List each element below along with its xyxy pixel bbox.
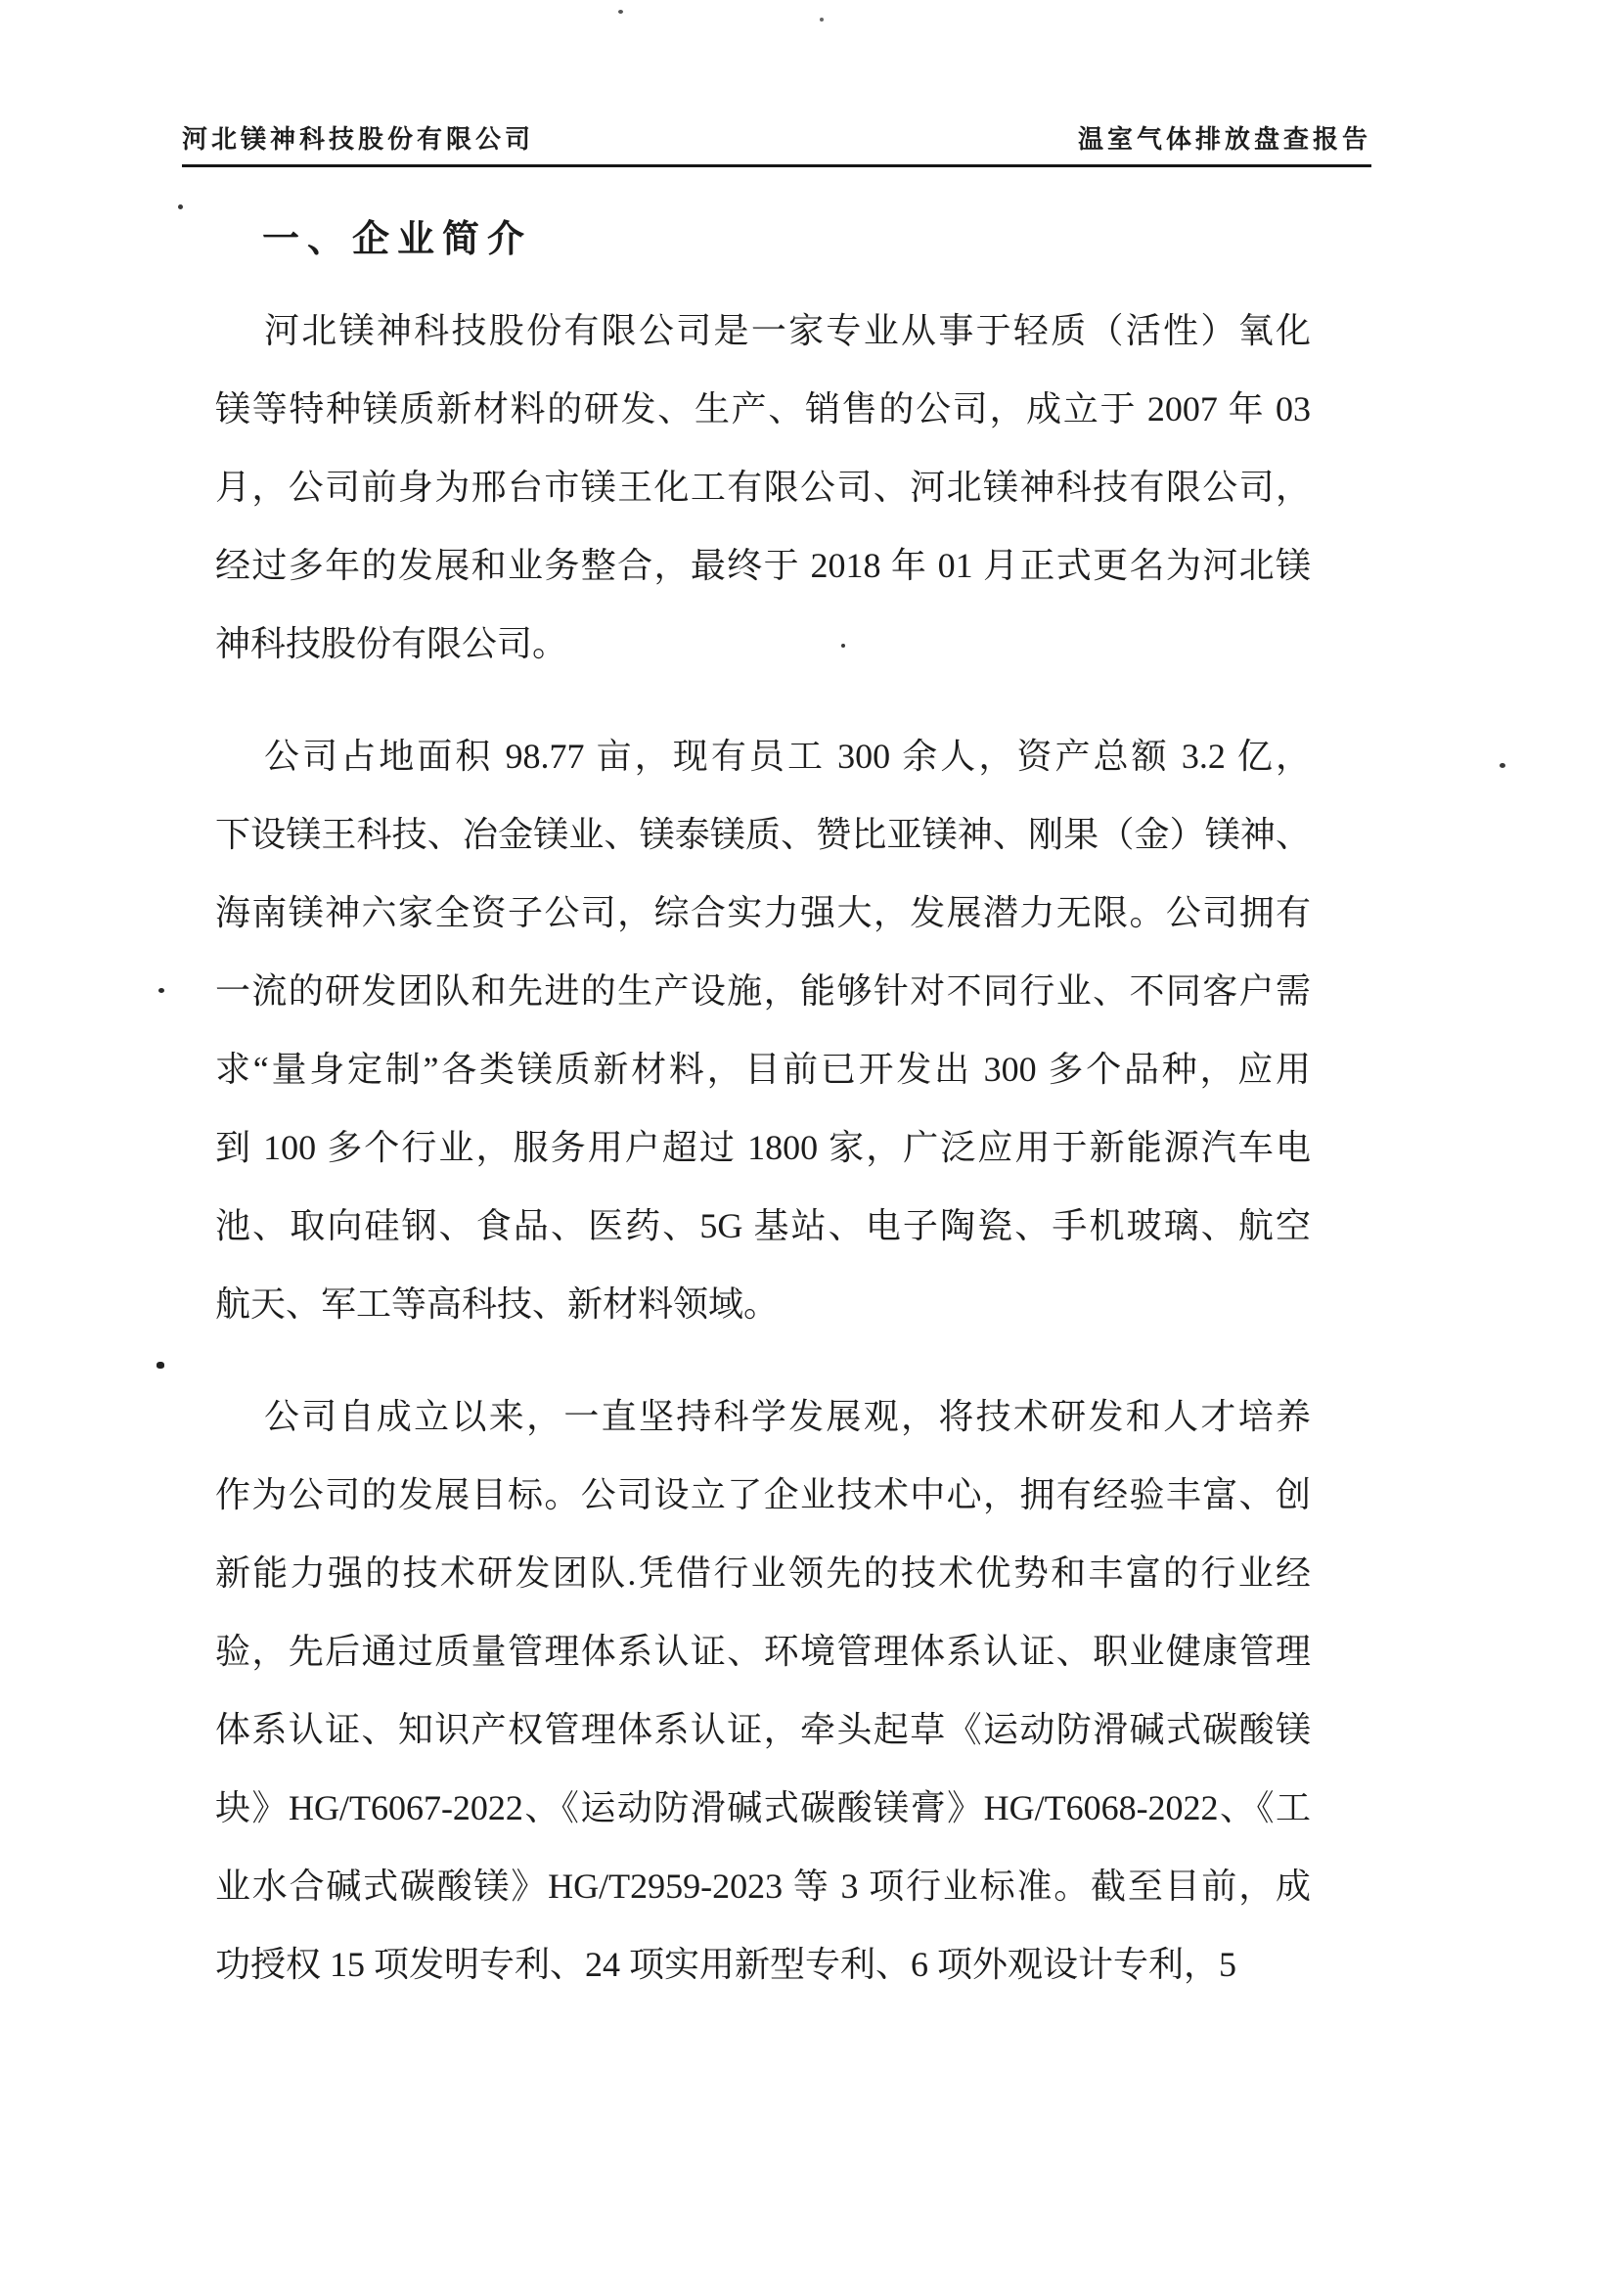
scan-artifact (820, 18, 824, 22)
header-company-name: 河北镁神科技股份有限公司 (182, 125, 535, 154)
text-line: 河北镁神科技股份有限公司是一家专业从事于轻质（活性）氧化 (264, 311, 1311, 350)
page-header (182, 119, 1371, 156)
text-line: 海南镁神六家全资子公司，综合实力强大，发展潜力无限。公司拥有 (215, 893, 1311, 932)
scan-artifact (157, 1362, 164, 1369)
text-line: 到 100 多个行业，服务用户超过 1800 家，广泛应用于新能源汽车电 (215, 1128, 1311, 1167)
text-line: 经过多年的发展和业务整合，最终于 2018 年 01 月正式更名为河北镁 (215, 546, 1311, 585)
text-line: 功授权 15 项发明专利、24 项实用新型专利、6 项外观设计专利，5 (215, 1945, 1237, 1984)
paragraph-company-rnd (215, 1377, 1311, 2003)
text-line: 业水合碱式碳酸镁》HG/T2959-2023 等 3 项行业标准。截至目前，成 (215, 1867, 1311, 1906)
scan-artifact (841, 644, 845, 648)
scan-artifact (618, 10, 623, 14)
text-line: 镁等特种镁质新材料的研发、生产、销售的公司，成立于 2007 年 03 (215, 389, 1311, 428)
scan-artifact (158, 988, 164, 993)
text-line: 公司自成立以来，一直坚持科学发展观，将技术研发和人才培养 (264, 1397, 1311, 1436)
text-line: 新能力强的技术研发团队.凭借行业领先的技术优势和丰富的行业经 (215, 1553, 1311, 1593)
header-divider (182, 164, 1371, 167)
scan-artifact (178, 204, 183, 209)
paragraph-company-intro (215, 292, 1311, 683)
text-line: 池、取向硅钢、食品、医药、5G 基站、电子陶瓷、手机玻璃、航空 (215, 1206, 1311, 1245)
text-line: 作为公司的发展目标。公司设立了企业技术中心，拥有经验丰富、创 (215, 1475, 1311, 1514)
text-line: 块》HG/T6067-2022、《运动防滑碱式碳酸镁膏》HG/T6068-2022、《工 (215, 1788, 1311, 1827)
scan-artifact (1500, 763, 1505, 768)
text-line: 神科技股份有限公司。 (215, 624, 568, 663)
text-line: 航天、军工等高科技、新材料领域。 (215, 1284, 780, 1324)
text-line: 求“量身定制”各类镁质新材料，目前已开发出 300 多个品种，应用 (215, 1050, 1311, 1089)
header-report-title: 温室气体排放盘查报告 (1077, 125, 1371, 154)
text-line: 月，公司前身为邢台市镁王化工有限公司、河北镁神科技有限公司， (215, 468, 1311, 507)
section-title: 一、企业简介 (262, 219, 533, 260)
text-line: 公司占地面积 98.77 亩，现有员工 300 余人，资产总额 3.2 亿， (264, 737, 1311, 776)
text-line: 下设镁王科技、冶金镁业、镁泰镁质、赞比亚镁神、刚果（金）镁神、 (215, 815, 1311, 854)
document-body (215, 292, 1311, 2038)
text-line: 验，先后通过质量管理体系认证、环境管理体系认证、职业健康管理 (215, 1632, 1311, 1671)
text-line: 一流的研发团队和先进的生产设施，能够针对不同行业、不同客户需 (215, 971, 1311, 1011)
text-line: 体系认证、知识产权管理体系认证，牵头起草《运动防滑碱式碳酸镁 (215, 1710, 1311, 1749)
paragraph-company-scale (215, 717, 1311, 1343)
